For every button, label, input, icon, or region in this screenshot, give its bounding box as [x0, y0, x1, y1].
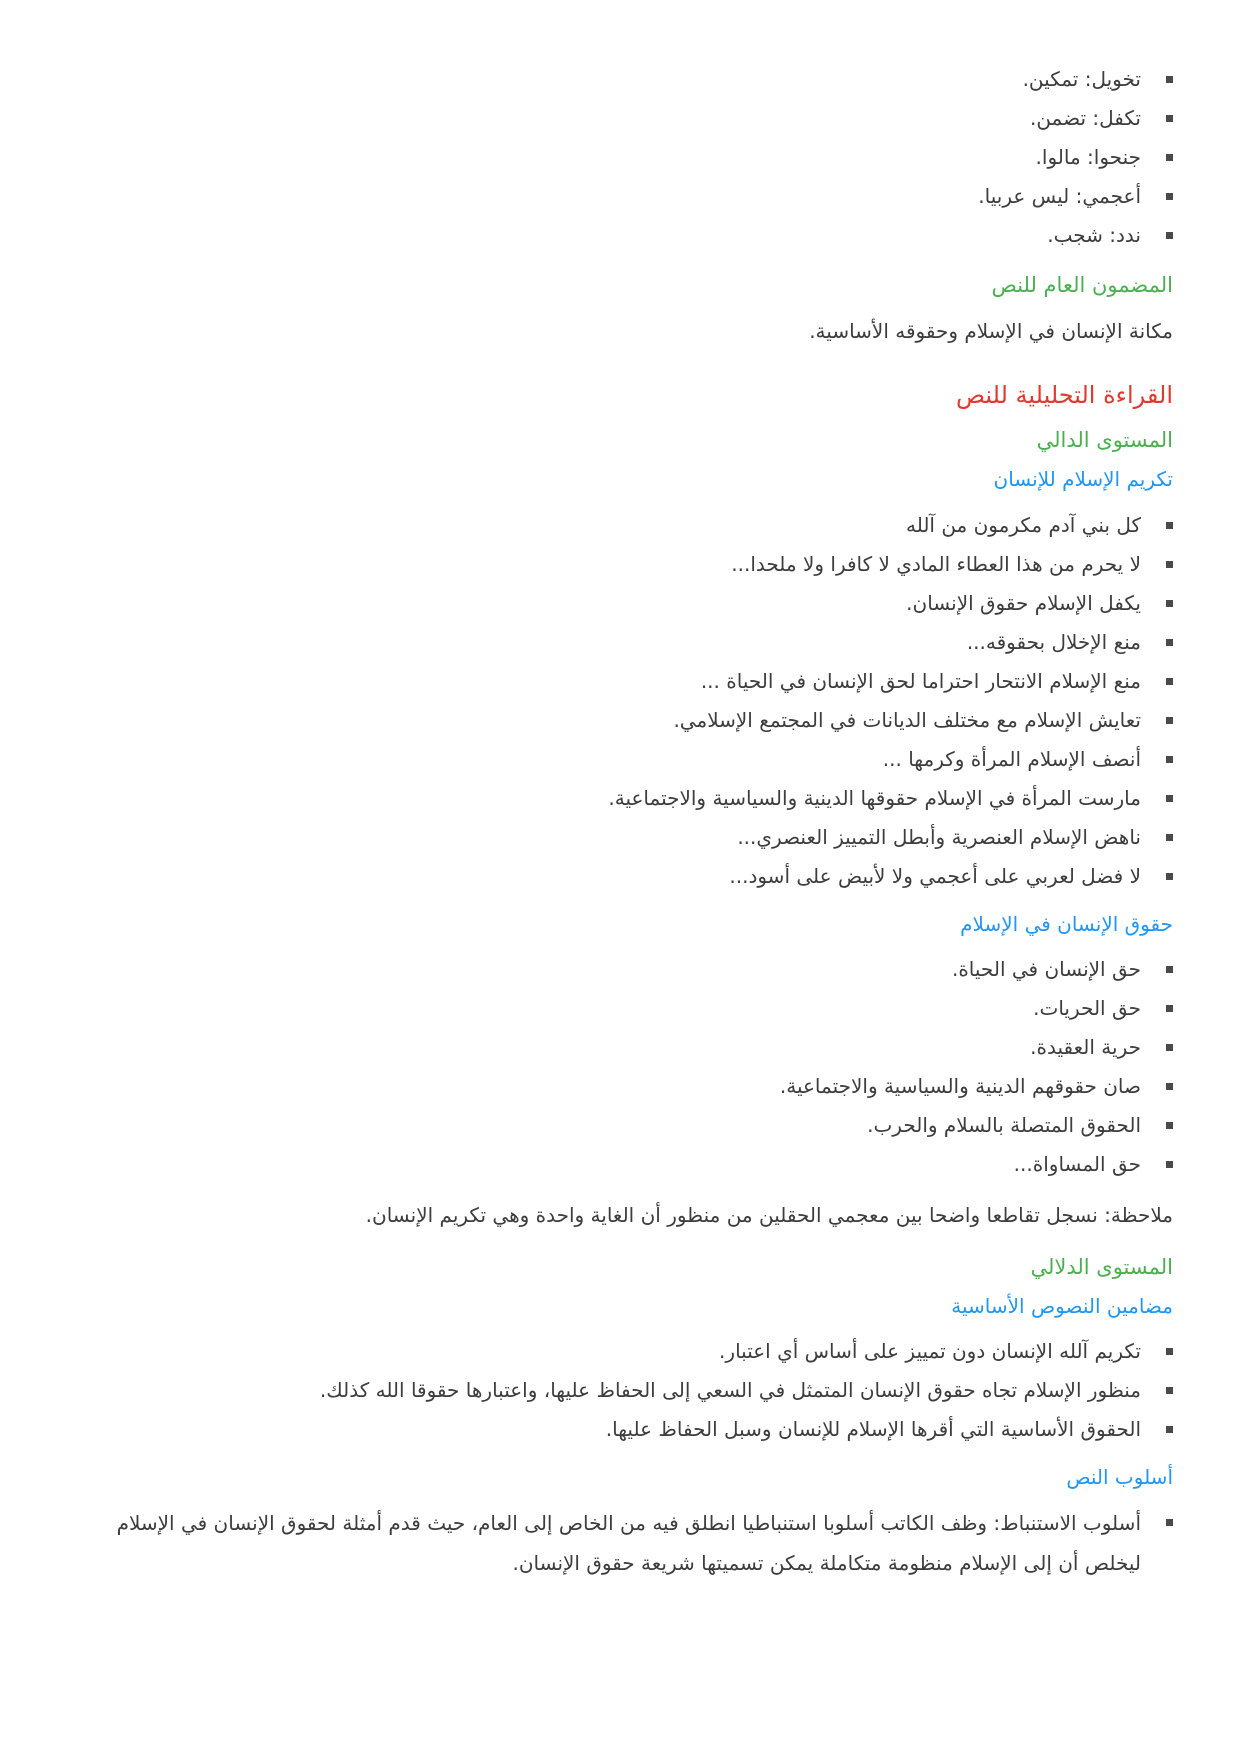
list-item: منع الإخلال بحقوقه... — [90, 623, 1173, 662]
bullet-icon — [1166, 795, 1173, 802]
list-item: حق الحريات. — [90, 989, 1173, 1028]
bullet-icon — [1166, 1044, 1173, 1051]
list-item: كل بني آدم مكرمون من آلله — [90, 506, 1173, 545]
bullet-icon — [1166, 154, 1173, 161]
bullet-icon — [1166, 834, 1173, 841]
list-item: حق الإنسان في الحياة. — [90, 950, 1173, 989]
bullet-icon — [1166, 1426, 1173, 1433]
note-text: ملاحظة: نسجل تقاطعا واضحا بين معجمي الحقلين من منظور أن الغاية واحدة وهي تكريم الإنسان. — [365, 1203, 1173, 1227]
bullet-icon — [1166, 193, 1173, 200]
contents-list — [90, 1332, 1173, 1449]
list-item: أنصف الإسلام المرأة وكرمها ... — [90, 740, 1173, 779]
list-item: تخويل: تمكين. — [90, 60, 1173, 99]
bullet-icon — [1166, 522, 1173, 529]
contents-heading: مضامين النصوص الأساسية — [951, 1294, 1173, 1318]
bullet-icon — [1166, 1083, 1173, 1090]
vocabulary-list — [90, 60, 1173, 255]
bullet-icon — [1166, 600, 1173, 607]
bullet-icon — [1166, 966, 1173, 973]
list-item: تعايش الإسلام مع مختلف الديانات في المجتمع الإسلامي. — [90, 701, 1173, 740]
general-content-text: مكانة الإنسان في الإسلام وحقوقه الأساسية. — [809, 319, 1173, 343]
list-item: منظور الإسلام تجاه حقوق الإنسان المتمثل في السعي إلى الحفاظ عليها، واعتبارها حقوقا الله كذلك. — [90, 1371, 1173, 1410]
honor-heading: تكريم الإسلام للإنسان — [993, 467, 1173, 491]
bullet-icon — [1166, 1348, 1173, 1355]
general-content-heading: المضمون العام للنص — [991, 273, 1173, 297]
bullet-icon — [1166, 756, 1173, 763]
style-heading: أسلوب النص — [1066, 1465, 1173, 1489]
bullet-icon — [1166, 76, 1173, 83]
list-item: أسلوب الاستنباط: وظف الكاتب أسلوبا استنباطيا انطلق فيه من الخاص إلى العام، حيث قدم أمثلة لحقوق الإنسان في الإسلام ليخلص أن إلى الإسلام منظومة متكاملة يمكن تسميتها شريعة حقوق الإنسان. — [90, 1503, 1173, 1583]
list-item: يكفل الإسلام حقوق الإنسان. — [90, 584, 1173, 623]
list-item: الحقوق الأساسية التي أقرها الإسلام للإنسان وسبل الحفاظ عليها. — [90, 1410, 1173, 1449]
bullet-icon — [1166, 561, 1173, 568]
bullet-icon — [1166, 1387, 1173, 1394]
list-item: أعجمي: ليس عربيا. — [90, 177, 1173, 216]
bullet-icon — [1166, 232, 1173, 239]
bullet-icon — [1166, 1519, 1173, 1526]
lexical-level-heading: المستوى الدالي — [1036, 428, 1173, 452]
bullet-icon — [1166, 717, 1173, 724]
list-item: الحقوق المتصلة بالسلام والحرب. — [90, 1106, 1173, 1145]
style-list — [90, 1503, 1173, 1583]
bullet-icon — [1166, 1161, 1173, 1168]
list-item: مارست المرأة في الإسلام حقوقها الدينية والسياسية والاجتماعية. — [90, 779, 1173, 818]
semantic-level-heading: المستوى الدلالي — [1030, 1255, 1173, 1279]
list-item: منع الإسلام الانتحار احتراما لحق الإنسان في الحياة ... — [90, 662, 1173, 701]
list-item: ناهض الإسلام العنصرية وأبطل التمييز العنصري... — [90, 818, 1173, 857]
honor-list — [90, 506, 1173, 896]
list-item: تكريم آلله الإنسان دون تمييز على أساس أي اعتبار. — [90, 1332, 1173, 1371]
rights-list — [90, 950, 1173, 1184]
rights-heading: حقوق الإنسان في الإسلام — [960, 912, 1173, 936]
list-item: حرية العقيدة. — [90, 1028, 1173, 1067]
bullet-icon — [1166, 873, 1173, 880]
analytical-reading-heading: القراءة التحليلية للنص — [955, 381, 1173, 409]
bullet-icon — [1166, 1122, 1173, 1129]
bullet-icon — [1166, 678, 1173, 685]
list-item: جنحوا: مالوا. — [90, 138, 1173, 177]
bullet-icon — [1166, 1005, 1173, 1012]
bullet-icon — [1166, 115, 1173, 122]
bullet-icon — [1166, 639, 1173, 646]
list-item: صان حقوقهم الدينية والسياسية والاجتماعية. — [90, 1067, 1173, 1106]
list-item: ندد: شجب. — [90, 216, 1173, 255]
list-item: لا فضل لعربي على أعجمي ولا لأبيض على أسود... — [90, 857, 1173, 896]
list-item: حق المساواة... — [90, 1145, 1173, 1184]
list-item: لا يحرم من هذا العطاء المادي لا كافرا ولا ملحدا... — [90, 545, 1173, 584]
list-item: تكفل: تضمن. — [90, 99, 1173, 138]
